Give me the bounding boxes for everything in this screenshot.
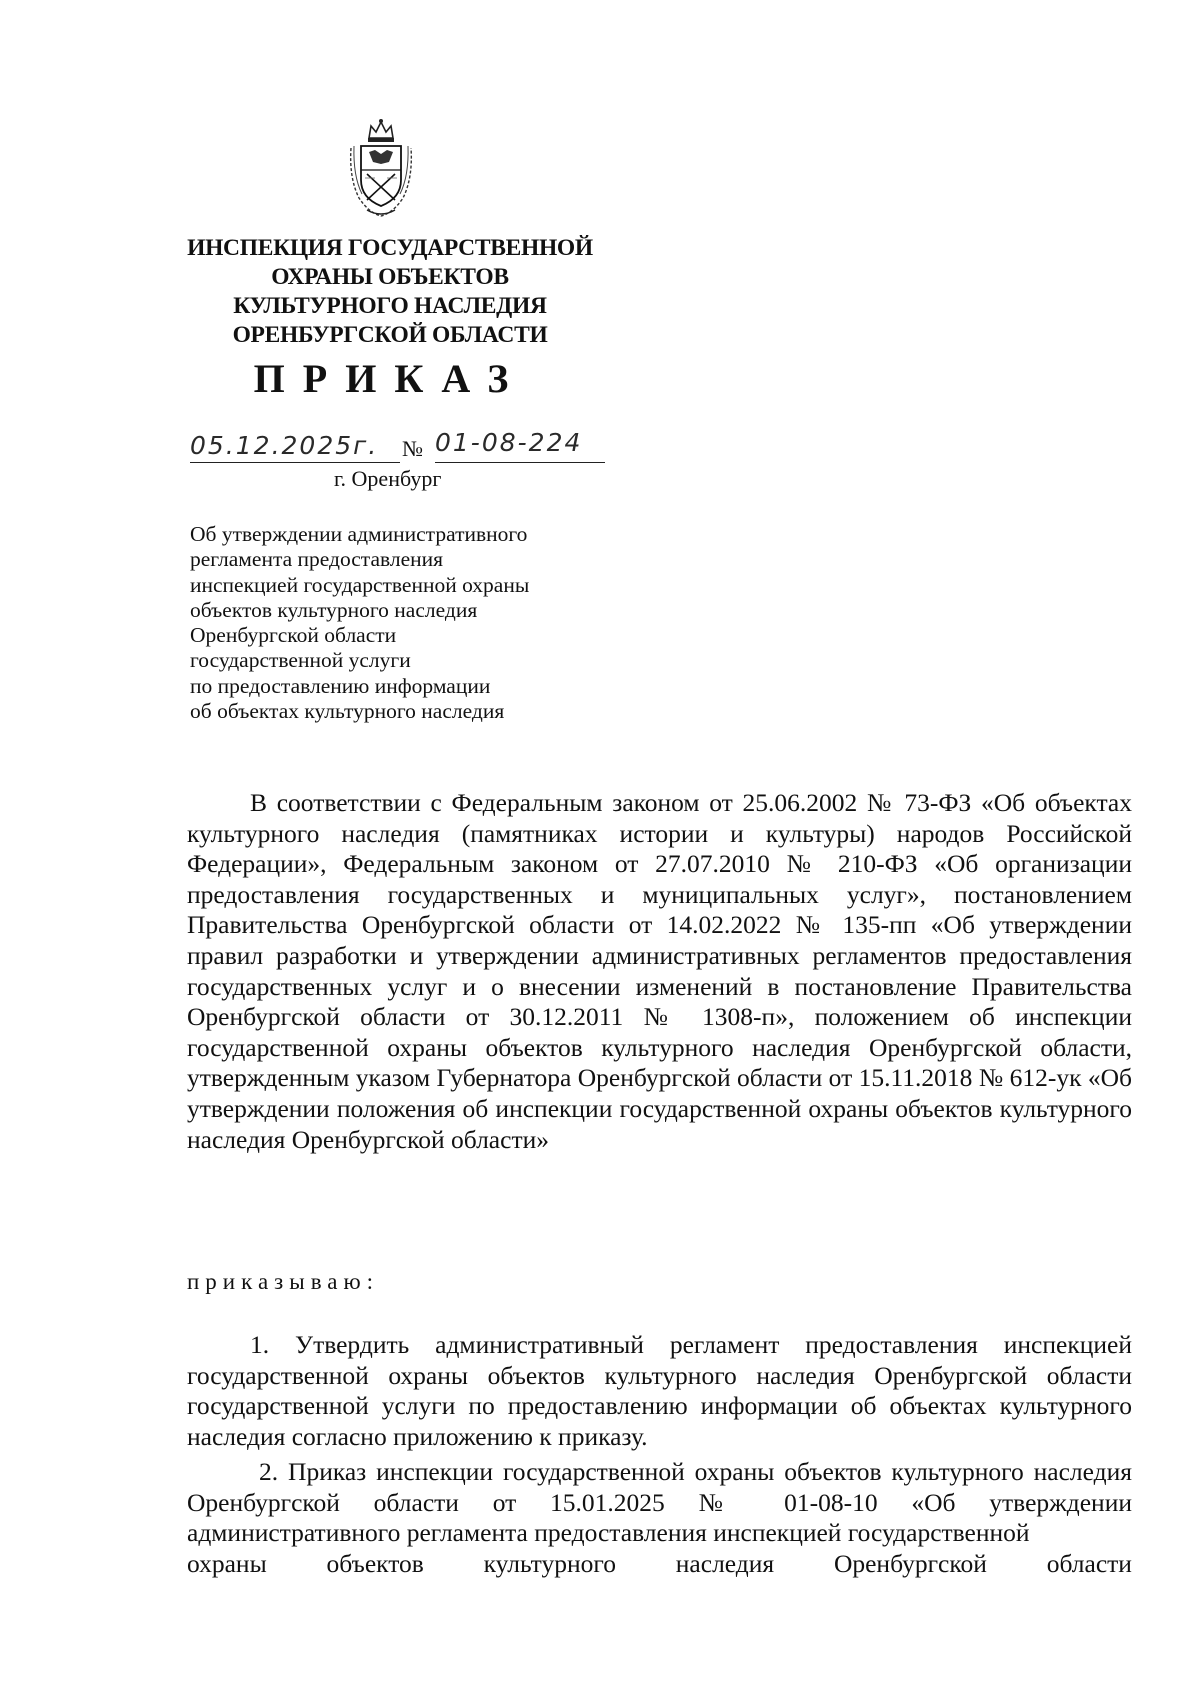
- subject-line: регламента предоставления: [190, 547, 444, 572]
- handwritten-date: 05.12.2025г.: [190, 432, 400, 463]
- document-type-title: ПРИКАЗ: [253, 356, 527, 401]
- agency-name-line: КУЛЬТУРНОГО НАСЛЕДИЯ: [233, 293, 547, 319]
- subject-line: Оренбургской области: [190, 623, 397, 648]
- subject-line: Об утверждении административного: [190, 522, 528, 546]
- word: охраны: [187, 1548, 267, 1578]
- subject-line: по предоставлению информации: [190, 673, 491, 698]
- agency-name-line: ИНСПЕКЦИЯ ГОСУДАРСТВЕННОЙ: [187, 235, 593, 261]
- coat-of-arms-icon: [345, 118, 417, 218]
- order-item-1: 1. Утвердить административный регламент предоставления инспекцией государственной охраны объектов культурного наследия Оренбургской области государственной услуги по предоставлению информации об объектах культурного наследия согласно приложению к приказу.: [187, 1330, 1132, 1451]
- order-subject: [190, 522, 630, 724]
- subject-line: государственной услуги: [190, 648, 411, 673]
- decree-word: приказываю:: [187, 1269, 380, 1294]
- word: наследия: [675, 1548, 775, 1578]
- order-item-2: [187, 1457, 1132, 1579]
- word: объектов: [326, 1548, 424, 1578]
- city-name: г. Оренбург: [334, 466, 442, 491]
- word: области: [1046, 1548, 1132, 1578]
- number-sign: №: [402, 436, 423, 461]
- coat-of-arms-emblem: [345, 118, 417, 218]
- handwritten-number: 01-08-224: [435, 428, 605, 463]
- agency-name-line: ОРЕНБУРГСКОЙ ОБЛАСТИ: [232, 322, 548, 348]
- order-item-2-last-line: [187, 1549, 1132, 1580]
- word: Оренбургской: [833, 1548, 987, 1578]
- subject-line: об объектах культурного наследия: [190, 699, 505, 724]
- agency-name: [180, 234, 600, 350]
- preamble-paragraph: В соответствии с Федеральным законом от 25.06.2002 № 73-ФЗ «Об объектах культурного наследия (памятниках истории и культуры) народов Российской Федерации», Федеральным законом от 27.07.2010 № 210-ФЗ «Об организации предоставления государственных и муниципальных услуг», постановлением Правительства Оренбургской области от 14.02.2022 № 135-пп «Об утверждении правил разработки и утверждении административных регламентов предоставления государственных услуг и о внесении изменений в постановление Правительства Оренбургской области от 30.12.2011 № 1308-п», положением об инспекции государственной охраны объектов культурного наследия Оренбургской области, утвержденным указом Губернатора Оренбургской области от 15.11.2018 № 612-ук «Об утверждении положения об инспекции государственной охраны объектов культурного наследия Оренбургской области»: [187, 788, 1132, 1154]
- subject-line: инспекцией государственной охраны: [190, 572, 530, 597]
- word: культурного: [483, 1548, 616, 1578]
- agency-name-line: ОХРАНЫ ОБЪЕКТОВ: [271, 264, 509, 290]
- subject-line: объектов культурного наследия: [190, 597, 478, 622]
- order-item-2-text: 2. Приказ инспекции государственной охраны объектов культурного наследия Оренбургской области от 15.01.2025 № 01-08-10 «Об утверждении административного регламента предоставления инспекцией государственной: [187, 1457, 1132, 1548]
